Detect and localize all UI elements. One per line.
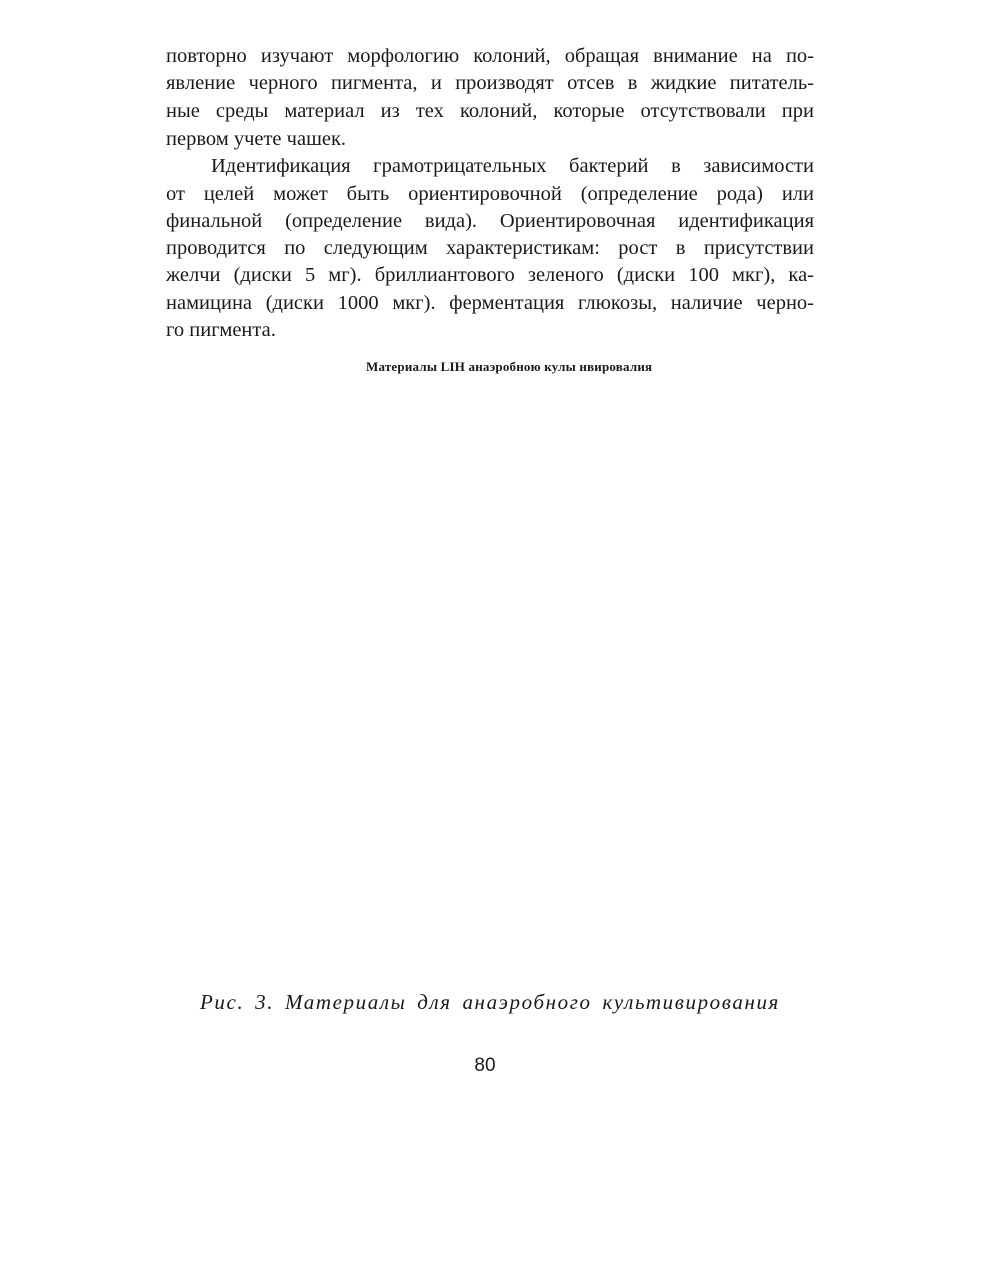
figure-caption: Рис. 3. Материалы для анаэробного культивирования (200, 990, 780, 1014)
paragraph-line-1: повторно изучают морфологию колоний, обращая внимание на по- (166, 45, 814, 67)
paragraph-line-11: го пигмента. (166, 319, 276, 341)
paragraph-line-3: ные среды материал из тех колоний, которые отсутствовали при (166, 100, 814, 122)
paragraph-line-5: Идентификация грамотрицательных бактерий в зависимости (211, 155, 814, 177)
paragraph-line-6: от целей может быть ориентировочной (определение рода) или (166, 183, 814, 205)
figure-heading: Материалы LIH анаэробною кулы нвировалия (366, 359, 653, 374)
paragraph-line-9: желчи (диски 5 мг). бриллиантового зеленого (диски 100 мкг), ка- (166, 264, 814, 286)
paragraph-line-8: проводится по следующим характеристикам: рост в присутствии (166, 237, 814, 259)
paragraph-line-7: финальной (определение вида). Ориентировочная идентификация (166, 210, 814, 232)
paragraph-line-4: первом учете чашек. (166, 128, 347, 150)
paragraph-line-2: явление черного пигмента, и производят отсев в жидкие питатель- (166, 72, 814, 94)
paragraph-line-10: намицина (диски 1000 мкг). ферментация глюкозы, наличие черно- (166, 292, 814, 314)
figure-image-area (166, 390, 814, 970)
page-number: 80 (474, 1055, 496, 1076)
